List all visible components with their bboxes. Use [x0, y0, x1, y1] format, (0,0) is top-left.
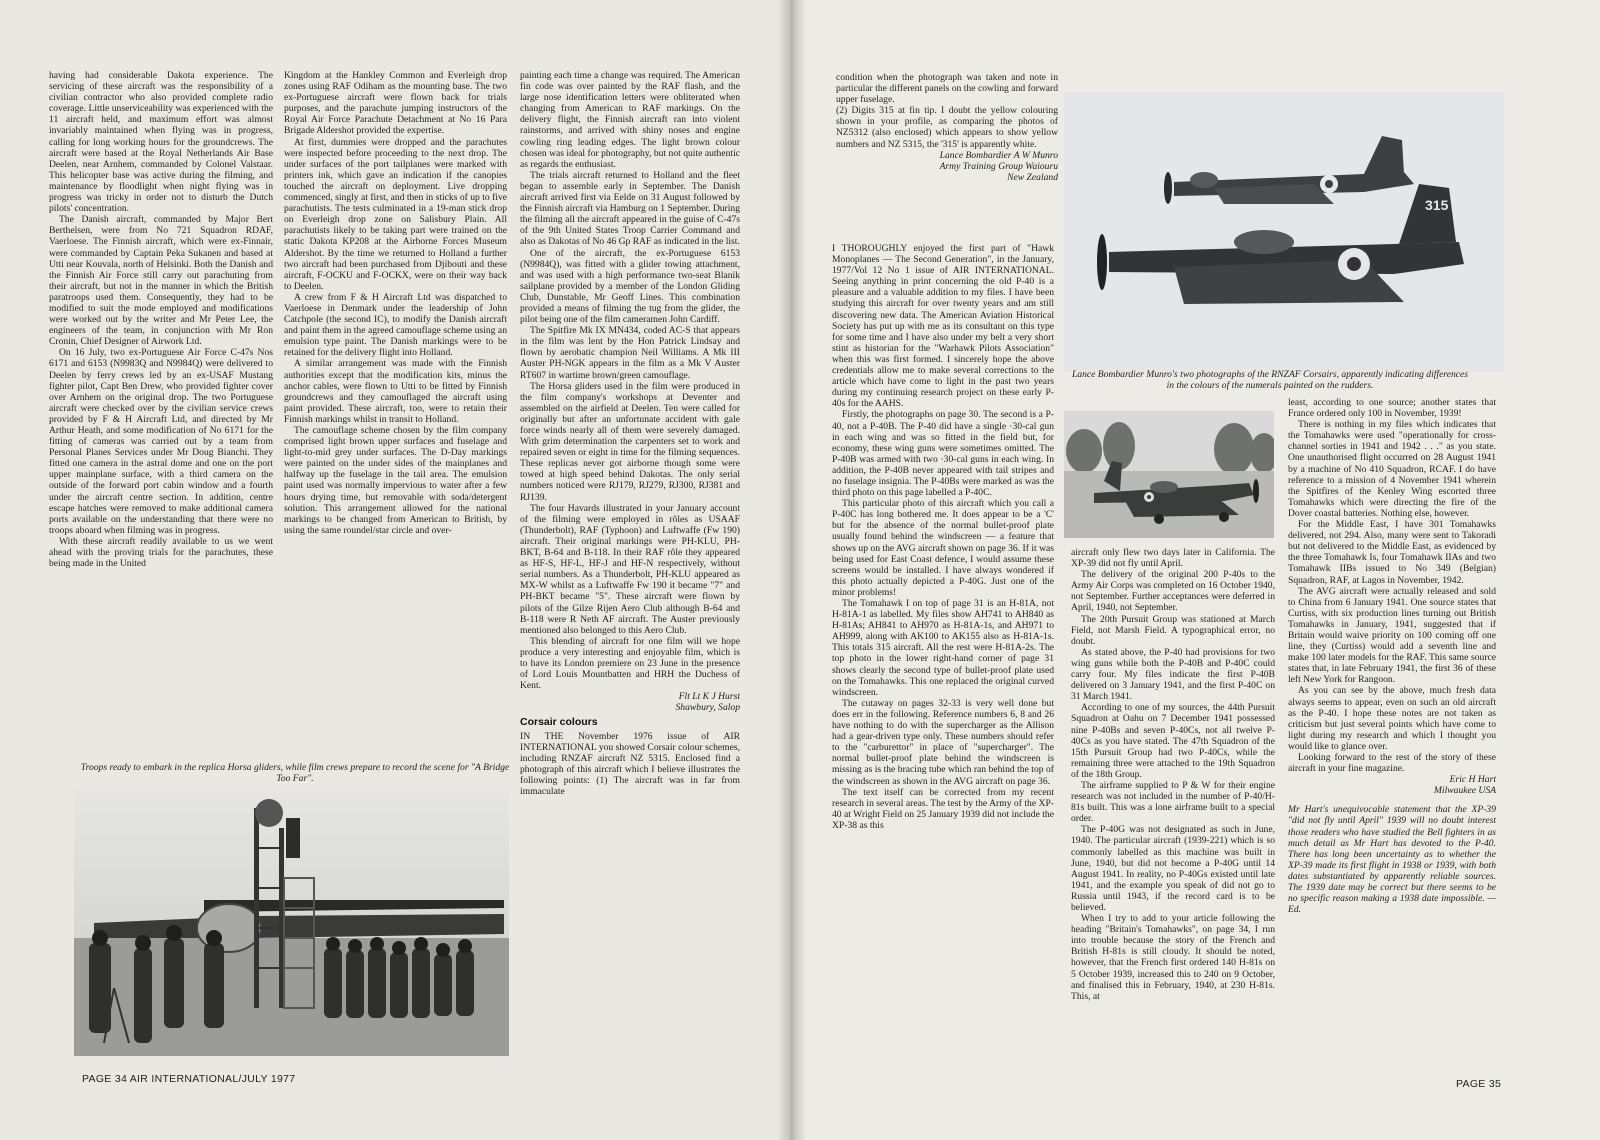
paragraph: The airframe supplied to P & W for their engine research was not included in the number of P-40/H-81s built. This was a lone airframe built to a special order.: [1071, 779, 1275, 825]
spine-shadow: [778, 0, 806, 1140]
signature-unit: Army Training Group Waiouru: [939, 160, 1058, 172]
paragraph: At first, dummies were dropped and the parachutes were inspected before proceeding to the next drop. The under surfaces of the port tailplanes were marked with printers ink, which gave an indication if the canopies touched the aircraft on deployment. Live dropping commenced, singly at first, and then in sticks of up to five parachutists. The tests culminated in a 19-man stick drop on Everleigh drop zone on Salisbury Plain. All parachutists likely to be taking part were trained on the static Dakota KP208 at the Airborne Forces Museum Aldershot. By the time we returned to Holland a further two aircraft had been purchased from Djibouti and these aircraft, F-OCKU and F-OCKX, were on their way back to Deelen.: [284, 136, 507, 292]
paragraph: The Tomahawk I on top of page 31 is an H-81A, not H-81A-1 as labelled. My files show AH741 to AH840 as H-81As; AH841 to AH970 as H-81A-1s, and AH971 to AH999, along with AK100 to AK155 also as H-81A-1s. This totals 315 aircraft. All the rest were H-81A-2s. The top photo in the lower right-hand corner of page 31 shows clearly the second type of bullet-proof plate used on the Tomahawks. This one replaced the original curved windscreen.: [832, 598, 1054, 698]
paragraph: The delivery of the original 200 P-40s to the Army Air Corps was completed on 16 October 1940, not September. Further acceptances were deferred in April, 1940, not September.: [1071, 569, 1275, 614]
paragraph: According to one of my sources, the 44th Pursuit Squadron at Oahu on 7 December 1941 possessed nine P-40Bs and seven P-40Cs, not all twelve P-40Cs as you have stated. The 47th Squadron of the 15th Pursuit Group had two P-40Cs, while the remaining three were attached to the 19th Squadron of the 18th Group.: [1071, 702, 1275, 780]
signature-location: New Zealand: [1007, 171, 1058, 183]
paragraph: As you can see by the above, much fresh data always seems to appear, even on such an old aircraft as the P-40. I hope these notes are not taken as criticism but just several points which have come to light during my research and which I thought you would like to glance over.: [1288, 685, 1496, 752]
paragraph: For the Middle East, I have 301 Tomahawks delivered, not 294. Also, many were sent to Takoradi but not delivered to the Middle East, as evidenced by the three Tomahawk Is, four Tomahawk IIAs and two Tomahawk IIBs issued to No 349 (Belgian) Squadron, RAF, at Lagos in November, 1942.: [1288, 519, 1496, 586]
left-column-2: [284, 70, 507, 776]
right-column-1-top: [836, 72, 1058, 237]
page-footer: PAGE 35: [1456, 1078, 1502, 1090]
paragraph: This blending of aircraft for one film will we hope produce a very interesting and enjoyable film, which is to have its London premiere on 23 June in the presence of Lord Louis Mountbatten and HRH the Duchess of Kent.: [520, 635, 740, 692]
corsairs-illustration: [1064, 92, 1504, 372]
signature-name: Lance Bombardier A W Munro: [939, 149, 1058, 161]
paragraph: Looking forward to the rest of the story of these aircraft in your fine magazine.: [1288, 752, 1496, 775]
paragraph: The Horsa gliders used in the film were produced in the film company's workshops at Deventer and assembled on the airfield at Deelen. Ten were called for originally but after an unfortunate accident with gale force winds nearly all of them were severely damaged. With grim determination the carpenters set to work and repaired seven or eight in time for the filming sequences. These replicas never got airborne though some were towed at high speed behind Dakotas. The only serial numbers noticed were RJ179, RJ279, RJ300, RJ381 and RJ139.: [520, 380, 740, 503]
fin-number-label: 315: [1425, 197, 1449, 213]
paragraph: IN THE November 1976 issue of AIR INTERNATIONAL you showed Corsair colour schemes, including RNZAF aircraft NZ 5315. Enclosed find a photograph of this aircraft which I believe illustrates the following points: (1) The aircraft was in far from immaculate: [520, 730, 740, 797]
paragraph: Kingdom at the Hankley Common and Everleigh drop zones using RAF Odiham as the mounting base. The two ex-Portuguese aircraft were flown back for trials purposes, and the parachute jumping instructors of the Royal Air Force Parachute Detachment at No 16 Para Brigade Aldershot provided the expertise.: [284, 70, 507, 137]
right-column-1: [832, 243, 1054, 1063]
editor-note: Mr Hart's unequivocable statement that the XP-39 "did not fly until April" 1939 will no doubt interest those readers who have studied the Bell fighters in as much detail as Mr Hart has devoted to the P-40. There has long been uncertainty as to whether the XP-39 made its first flight in 1938 or 1939, with both dates substantiated by apparently reliable sources. The 1939 date may be correct but there seems to be no specific reason making a 1938 date impossible. — Ed.: [1288, 804, 1496, 916]
paragraph: The camouflage scheme chosen by the film company comprised light brown upper surfaces and fuselage and light-to-mid grey under surfaces. The D-Day markings were painted on the under sides of the mainplanes and halfway up the fuselage in the tail area. The emulsion paint used was normally impervious to water after a few hours drying time, but removable with soda/detergent solution. This arrangement allowed for the national markings to be changed from American to British, by using the same roundel/star circle and over-: [284, 425, 507, 536]
left-column-3: [520, 70, 740, 1060]
paragraph: The cutaway on pages 32-33 is very well done but does err in the following. Reference numbers 6, 8 and 26 have nothing to do with the supercharger as the Allison had a gear-driven type only. These numbers should refer to the "carburettor" in place of "supercharger". The normal bullet-proof plate behind the windscreen is missing as is the bracing tube which ran behind the top of the windscreen as shown in the AVG aircraft on page 36.: [832, 697, 1054, 787]
paragraph: The Spitfire Mk IX MN434, coded AC-S that appears in the film was lent by the Hon Patrick Lindsay and flown by aerobatic champion Neil Williams. A Mk III Auster PH-NGK appears in the film as a Mk V Auster RT607 in wartime brown/green camouflage.: [520, 325, 740, 381]
paragraph: With these aircraft readily available to us we went ahead with the proving trials for the parachutes, these being made in the United: [49, 535, 273, 570]
paragraph: The text itself can be corrected from my recent research in several areas. The test by the Army of the XP-40 at Wright Field on 25 January 1939 did not include the XP-38 as this: [832, 786, 1054, 831]
troops-glider-illustration: [74, 788, 509, 1056]
page-footer: PAGE 34 AIR INTERNATIONAL/JULY 1977: [82, 1073, 296, 1085]
paragraph: A crew from F & H Aircraft Ltd was dispatched to Vaerloese in Denmark under the leadership of John Catchpole (the second IC), to modify the Danish aircraft and paint them in the agreed camouflage scheme using an emulsion type paint. The Danish markings were to be retained for the delivery flight into Holland.: [284, 291, 507, 359]
right-column-2: [1071, 547, 1275, 1063]
right-page: [792, 0, 1600, 1140]
paragraph: There is nothing in my files which indicates that the Tomahawks were used "operationally for cross-channel sorties in 1941 and 1942 . . ." as you state. One unauthorised flight occurred on 28 August 1941 by a machine of No 410 Squadron, RCAF. I do have reference to a mission of 4 November 1941 wherein the Spitfires of the Kenley Wing escorted three Tomahawks which were directing the fire of the Dover coastal batteries. Nothing else, however.: [1288, 419, 1496, 519]
paragraph: Firstly, the photographs on page 30. The second is a P-40, not a P-40B. The P-40 did have a single ·30-cal gun in each wing and was so fitted in the field but, for economy, these wing guns were sometimes omitted. The P-40B was armed with two ·30-cal guns in each wing. In addition, the P-40B never appeared with tail stripes and no fuselage insignia. The P-40Bs were marked as was the third photo on this page labelled a P-40C.: [832, 409, 1054, 499]
paragraph: As stated above, the P-40 had provisions for two wing guns while both the P-40B and P-40C could carry four. My files indicate the first P-40B delivered on 3 January 1941, and the first P-40C on 31 March 1941.: [1071, 646, 1275, 703]
paragraph: A similar arrangement was made with the Finnish authorities except that the modification kits, minus the anchor cables, were flown to Utti to be fitted by Finnish groundcrews and they camouflaged the aircraft using paint provided. These aircraft, too, were to retain their Finnish markings whilst in transit to Holland.: [284, 358, 507, 425]
paragraph: The Danish aircraft, commanded by Major Bert Berthelsen, were from No 721 Squadron RDAF, Vaerloese. The Finnish aircraft, which were ex-Finnair, were commanded by Captain Peka Sukanen and based at Utti near Kouvala, north of Helsinki. Both the Danish and the Finnish Air Force still carry out parachuting from their aircraft, but not in the manner in which the British paratroops used them. Consequently, they had to be modified to suit the mode employed and modifications were worked out by the writer and Mr Peter Lee, the engineers of the team, in conjunction with Mr Ron Cronin, Chief Designer of Airwork Ltd.: [49, 214, 273, 348]
paragraph: having had considerable Dakota experience. The servicing of these aircraft was the responsibility of a civilian contractor who also provided complete radio coverage. Little unserviceability was experienced with the 11 aircraft held, and maximum effort was almost invariably maintained when flying was in progress, calling for long working hours for the groundcrews. The aircraft were based at the Royal Netherlands Air Base Deelen, near Arnhem, commanded by Colonel Valstaar. This helicopter base was active during the filming, and maintenance by floodlight when night flying was in progress was tricky in order not to disturb the Dutch pilots' concentration.: [49, 70, 273, 215]
paragraph: The AVG aircraft were actually released and sold to China from 6 January 1941. One source states that Curtiss, with six production lines turning out British Tomahawks in January, 1941, suggested that if Britain would waive priority on 100 coming off one line, they (Curtiss) would add a seventh line and make 100 later models for the RAF. This same source states that, in late February 1941, the first 36 of these left New York for Rangoon.: [1288, 585, 1496, 686]
paragraph: This particular photo of this aircraft which you call a P-40C has long bothered me. It does appear to be a 'C' but for the absence of the normal bullet-proof plate usually found behind the windscreen — a feature that shows up on the AVG aircraft shown on page 36. If it was being used for East Coast defence, I would assume these screens would be installed. I have always wondered if this photo actually depicted a P-40G. Just one of the minor problems!: [832, 498, 1054, 598]
paragraph: On 16 July, two ex-Portuguese Air Force C-47s Nos 6171 and 6153 (N9983Q and N9984Q) were delivered to Deelen by ferry crews led by an ex-USAF Mustang fighter pilot, Capt Ben Drew, who provided fighter cover over Arnhem on the original drop. The two Portuguese aircraft were checked over by the civilian service crews provided by F & H Aircraft Ltd, and directed by Mr Arthur Heath, and some modification of No 6171 for the fitting of cameras was carried out by a team from Personal Planes Services under Mr Doug Bianchi. They fitted one camera in the astral dome and one on the port upper mainplane surface, with a third camera on the outside of the forward port cabin window and a fourth under the aircraft centre section. In addition, centre escape hatches were removed to make additional camera ports available on the understanding that there were no troops aboard when filming was in progress.: [49, 347, 273, 536]
airfield-photo: [1064, 411, 1274, 538]
corsairs-caption: Lance Bombardier Munro's two photographs of the RNZAF Corsairs, apparently indicating differences in the colours of the numerals painted on the rudders.: [1071, 369, 1469, 391]
paragraph: The P-40G was not designated as such in June, 1940. The particular aircraft (1939-221) which is so commonly labelled as this machine was built in June, 1940, but did not become a P-40G until 14 August 1941. In reality, no P-40Gs existed until late 1941, and the example you speak of did not go to Russia until 1943, if the record card is to be believed.: [1071, 824, 1275, 913]
troops-glider-photo: [74, 788, 509, 1056]
paragraph: painting each time a change was required. The American fin code was over painted by the RAF flash, and the large nose identification letters were obliterated when changing from American to RAF markings. On the delivery flight, the Finnish aircraft ran into violent rainstorms, and arrived with shiny noses and engine cowling ring leading edges. The light brown colour chosen was ideal for photography, but not quite authentic as regards the enthusiast.: [520, 70, 740, 170]
paragraph: least, according to one source; another states that France ordered only 100 in November, 1939!: [1288, 397, 1496, 420]
photo-caption: Troops ready to embark in the replica Horsa gliders, while film crews prepare to record the scene for "A Bridge Too Far".: [80, 762, 510, 784]
paragraph: When I try to add to your article following the heading "Britain's Tomahawks", on page 34, I run into trouble because the story of the French and British H-81s is still cloudy. It should be noted, however, that the French first ordered 140 H-81s on 5 October 1939, increased this to 240 on 9 October, and finalised this in February, 1940, at 230 H-81s. This, at: [1071, 913, 1275, 1002]
signature-location: Milwaukee USA: [1433, 785, 1496, 797]
right-column-3: [1288, 397, 1496, 1067]
signature-name: Eric H Hart: [1449, 774, 1496, 786]
paragraph: I THOROUGHLY enjoyed the first part of "Hawk Monoplanes — The Second Generation", in the January, 1977/Vol 12 No 1 issue of AIR INTERNATIONAL. Seeing anything in print concerning the old P-40 is a pleasure and a valuable addition to my files. I have been studying this aircraft for over twenty years and am still discovering new data. The American Aviation Historical Society has put up with me as its consultant on this type for some time and I have also under my belt a very short stint as historian for the "Warhawk Pilots Association" when this was first formed. I sincerely hope the above credentials allow me to make several corrections to the article which have come to light in the past two years during my continuing research project on these early P-40s for the AAHS.: [832, 243, 1054, 410]
corsairs-photo: [1064, 92, 1504, 372]
paragraph: The 20th Pursuit Group was stationed at March Field, not Marsh Field. A typographical error, no doubt.: [1071, 613, 1275, 647]
paragraph: aircraft only flew two days later in California. The XP-39 did not fly until April.: [1071, 547, 1275, 570]
signature-location: Shawbury, Salop: [675, 702, 740, 714]
left-page: [0, 0, 792, 1140]
signature-name: Flt Lt K J Hurst: [678, 691, 740, 703]
paragraph: condition when the photograph was taken and note in particular the different panels on the cowling and forward upper fuselage.: [836, 72, 1058, 106]
section-heading: Corsair colours: [520, 716, 598, 729]
paragraph: (2) Digits 315 at fin tip. I doubt the yellow colouring shown in your profile, as comparing the photos of NZ5312 (also enclosed) which appears to show yellow numbers and NZ 5315, the '315' is apparently white.: [836, 105, 1058, 150]
paragraph: The trials aircraft returned to Holland and the fleet began to assemble early in September. The Danish aircraft arrived first via Eelde on 31 August followed by the Finnish aircraft via Hamburg on 1 September. During the filming all the aircraft appeared in the guise of C-47s of the 9th United States Troop Carrier Command and also as Dakotas of No 46 Gp RAF as indicated in the list.: [520, 169, 740, 248]
paragraph: The four Havards illustrated in your January account of the filming were employed in rôles as USAAF (Thunderbolt), RAF (Typhoon) and Luftwaffe (Fw 190) aircraft. Their original markings were PH-KLU, PH-BKT, B-64 and B-118. In their RAF rôle they appeared as HF-S, HF-L, HF-J and HF-N respectively, without serial numbers. As a Thunderbolt, PH-KLU appeared as MX-W whilst as a Luftwaffe Fw 190 it became "7" and PH-BKT became "5". These aircraft were flown by pilots of the Gilze Rijen Aero Club although B-64 and B-118 were R Neth AF aircraft. The Auster previously mentioned also belonged to this Aero Club.: [520, 502, 740, 636]
left-column-1: [49, 70, 273, 776]
paragraph: One of the aircraft, the ex-Portuguese 6153 (N9984Q), was fitted with a glider towing attachment, and was used with a high performance two-seat Blanik sailplane provided by a member of the London Gliding Club, Dunstable, Mr Geoff Lines. This combination provided a means of filming the tug from the glider, the pilot being one of the film cameramen John Cardiff.: [520, 247, 740, 326]
airfield-illustration: [1064, 411, 1274, 538]
